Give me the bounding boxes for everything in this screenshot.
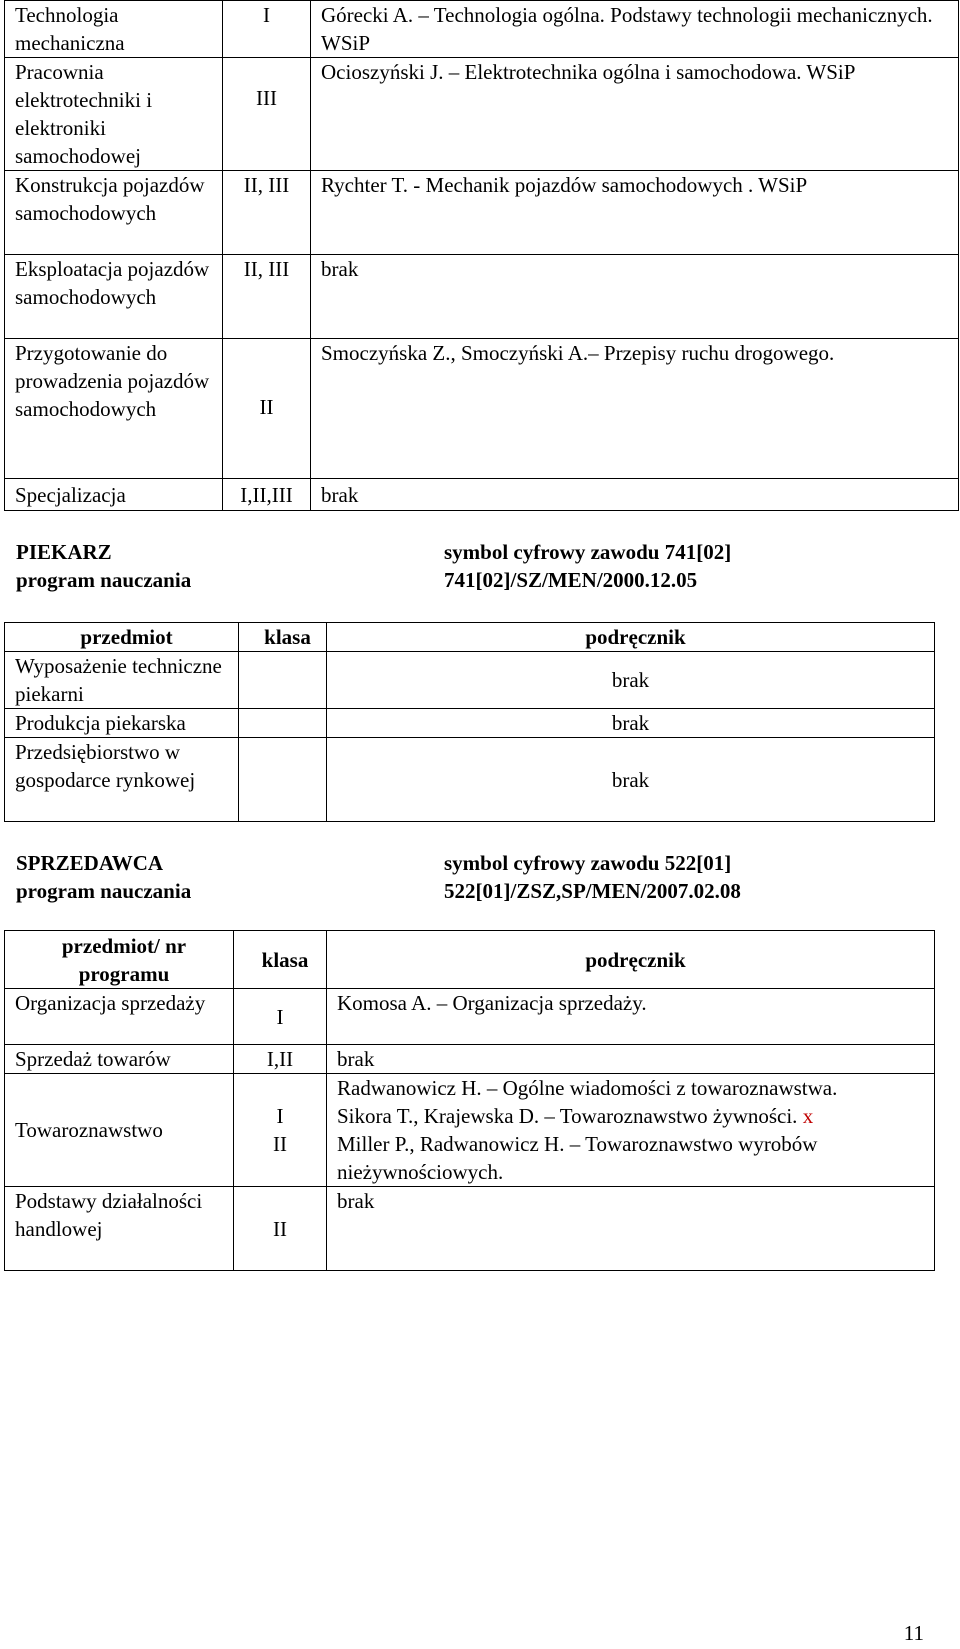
book-cell: brak	[327, 738, 935, 822]
subject-cell: Technologia mechaniczna	[5, 1, 223, 58]
table-row	[5, 171, 959, 255]
book-cell: brak	[327, 652, 935, 709]
book-cell: brak	[327, 709, 935, 738]
klasa-cell: III	[223, 58, 311, 171]
vehicles-subjects-table	[4, 0, 959, 511]
profession-name: PIEKARZ	[16, 540, 112, 564]
table-row	[5, 1045, 935, 1074]
table-row	[5, 738, 935, 822]
book-cell: Smoczyńska Z., Smoczyński A.– Przepisy ruchu drogowego.	[311, 339, 959, 479]
book-entry: Radwanowicz H. – Ogólne wiadomości z towaroznawstwa.	[337, 1076, 838, 1100]
klasa-cell	[239, 652, 327, 709]
header-subject: przedmiot/ nr programu	[5, 931, 234, 989]
table-header-row	[5, 623, 935, 652]
book-cell: Ocioszyński J. – Elektrotechnika ogólna i samochodowa. WSiP	[311, 58, 959, 171]
table-row	[5, 58, 959, 171]
subject-cell: Przedsiębiorstwo w gospodarce rynkowej	[5, 738, 239, 822]
header-klasa: klasa	[234, 931, 327, 989]
book-cell: Rychter T. - Mechanik pojazdów samochodowych . WSiP	[311, 171, 959, 255]
book-cell: brak	[327, 1045, 935, 1074]
header-subject: przedmiot	[5, 623, 239, 652]
header-klasa: klasa	[239, 623, 327, 652]
klasa-cell: I	[234, 989, 327, 1045]
subject-cell: Produkcja piekarska	[5, 709, 239, 738]
subject-cell: Przygotowanie do prowadzenia pojazdów samochodowych	[5, 339, 223, 479]
table-row	[5, 339, 959, 479]
book-cell: Komosa A. – Organizacja sprzedaży.	[327, 989, 935, 1045]
book-entry: Miller P., Radwanowicz H. – Towaroznawstwo wyrobów nieżywnościowych.	[337, 1132, 818, 1184]
subject-cell: Wyposażenie techniczne piekarni	[5, 652, 239, 709]
klasa-cell: II	[223, 339, 311, 479]
program-label: program nauczania	[16, 879, 192, 903]
program-label: program nauczania	[16, 568, 192, 592]
profession-symbol: symbol cyfrowy zawodu 741[02]	[444, 540, 732, 564]
table-row	[5, 1074, 935, 1187]
table-row	[5, 652, 935, 709]
table-row	[5, 255, 959, 339]
table-row	[5, 1, 959, 58]
program-code: 522[01]/ZSZ,SP/MEN/2007.02.08	[444, 879, 741, 903]
klasa-cell: I	[223, 1, 311, 58]
subject-cell: Towaroznawstwo	[5, 1074, 234, 1187]
subject-cell: Specjalizacja	[5, 479, 223, 511]
sprzedawca-table	[4, 930, 935, 1271]
table-header-row	[5, 931, 935, 989]
table-row	[5, 479, 959, 511]
subject-cell: Konstrukcja pojazdów samochodowych	[5, 171, 223, 255]
page-number: 11	[903, 1621, 924, 1645]
book-cell: brak	[311, 479, 959, 511]
table-row	[5, 989, 935, 1045]
klasa-cell: I II	[234, 1074, 327, 1187]
subject-cell: Pracownia elektrotechniki i elektroniki samochodowej	[5, 58, 223, 171]
profession-symbol: symbol cyfrowy zawodu 522[01]	[444, 851, 732, 875]
klasa-cell: II, III	[223, 171, 311, 255]
book-cell: brak	[311, 255, 959, 339]
klasa-cell: II, III	[223, 255, 311, 339]
subject-cell: Eksploatacja pojazdów samochodowych	[5, 255, 223, 339]
klasa-cell	[239, 709, 327, 738]
book-entry-text: Sikora T., Krajewska D. – Towaroznawstwo żywności.	[337, 1104, 798, 1128]
piekarz-table	[4, 622, 935, 822]
red-x-mark: x	[802, 1104, 814, 1128]
klasa-cell: I,II,III	[223, 479, 311, 511]
klasa-cell: I,II	[234, 1045, 327, 1074]
book-cell: Górecki A. – Technologia ogólna. Podstawy technologii mechanicznych. WSiP	[311, 1, 959, 58]
subject-cell: Organizacja sprzedaży	[5, 989, 234, 1045]
profession-name: SPRZEDAWCA	[16, 851, 164, 875]
klasa-cell: II	[234, 1187, 327, 1271]
program-code: 741[02]/SZ/MEN/2000.12.05	[444, 568, 698, 592]
klasa-cell	[239, 738, 327, 822]
book-cell	[327, 1074, 935, 1187]
subject-cell: Sprzedaż towarów	[5, 1045, 234, 1074]
table-row	[5, 1187, 935, 1271]
book-entry	[337, 1102, 934, 1130]
subject-cell: Podstawy działalności handlowej	[5, 1187, 234, 1271]
header-book: podręcznik	[327, 623, 935, 652]
header-book: podręcznik	[327, 931, 935, 989]
table-row	[5, 709, 935, 738]
book-cell: brak	[327, 1187, 935, 1271]
